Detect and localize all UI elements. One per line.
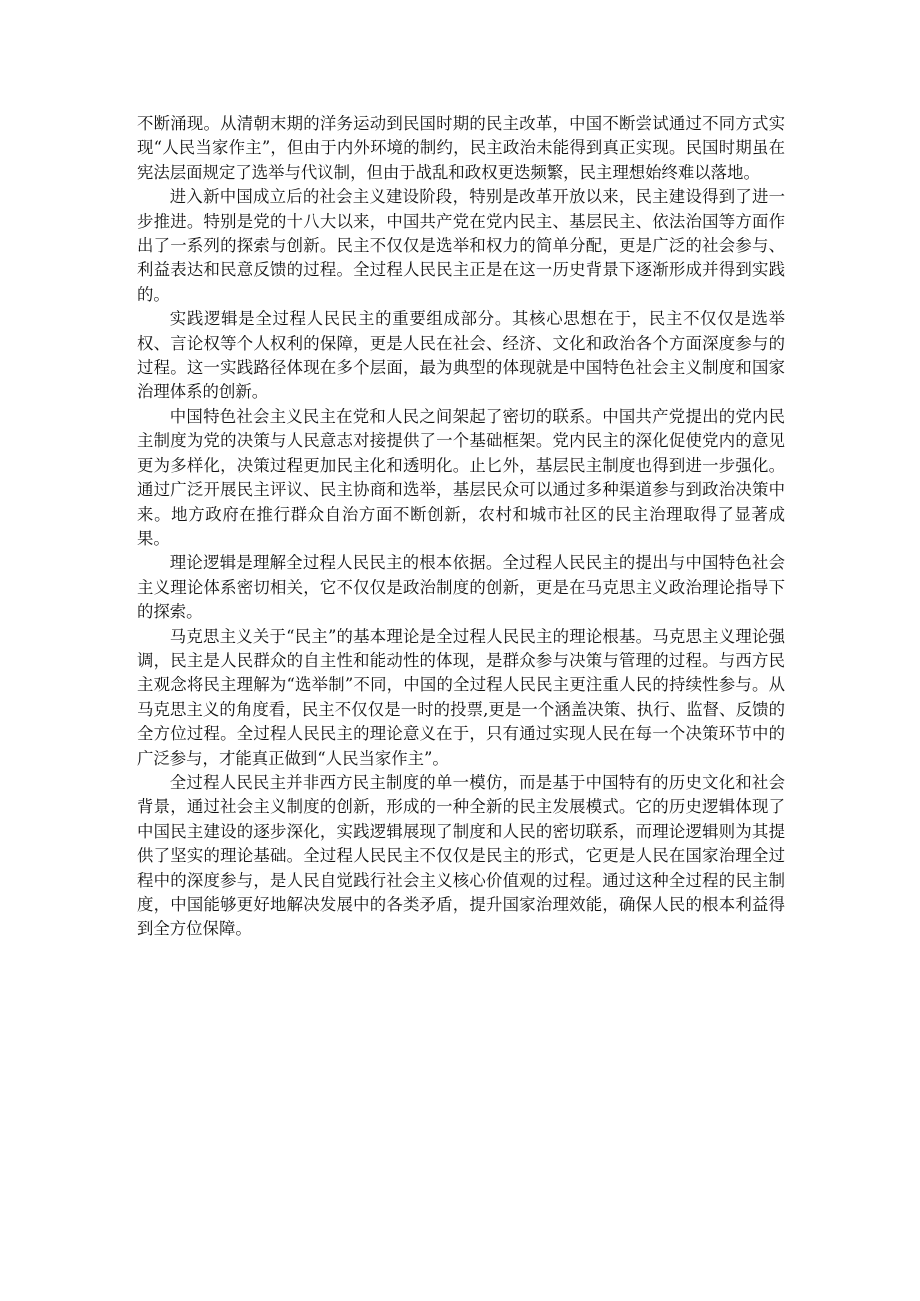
paragraph: 中国特色社会主义民主在党和人民之间架起了密切的联系。中国共产党提出的党内民主制度为党的决策与人民意志对接提供了一个基础框架。党内民主的深化促使党内的意见更为多样化，决策过程更加民主化和透明化。止匕外，基层民主制度也得到进一步强化。通过广泛开展民主评议、民主协商和选举，基层民众可以通过多种渠道参与到政治决策中来。地方政府在推行群众自治方面不断创新，农村和城市社区的民主治理取得了显著成果。	[137, 406, 785, 548]
paragraph: 实践逻辑是全过程人民民主的重要组成部分。其核心思想在于，民主不仅仅是选举权、言论权等个人权利的保障，更是人民在社会、经济、文化和政治各个方面深度参与的过程。这一实践路径体现在多个层面，最为典型的体现就是中国特色社会主义制度和国家治理体系的创新。	[137, 309, 785, 402]
document-body	[137, 112, 785, 942]
paragraph: 全过程人民民主并非西方民主制度的单一模仿，而是基于中国特有的历史文化和社会背景，通过社会主义制度的创新，形成的一种全新的民主发展模式。它的历史逻辑体现了中国民主建设的逐步深化，实践逻辑展现了制度和人民的密切联系，而理论逻辑则为其提供了坚实的理论基础。全过程人民民主不仅仅是民主的形式，它更是人民在国家治理全过程中的深度参与，是人民自觉践行社会主义核心价值观的过程。通过这种全过程的民主制度，中国能够更好地解决发展中的各类矛盾，提升国家治理效能，确保人民的根本利益得到全方位保障。	[137, 772, 785, 939]
paragraph-continuation: 不断涌现。从清朝末期的洋务运动到民国时期的民主改革，中国不断尝试通过不同方式实现“人民当家作主”，但由于内外环境的制约，民主政治未能得到真正实现。民国时期虽在宪法层面规定了选举与代议制，但由于战乱和政权更迭频繁，民主理想始终难以落地。	[137, 114, 785, 182]
paragraph: 进入新中国成立后的社会主义建设阶段，特别是改革开放以来，民主建设得到了进一步推进。特别是党的十八大以来，中国共产党在党内民主、基层民主、依法治国等方面作出了一系列的探索与创新。民主不仅仅是选举和权力的简单分配，更是广泛的社会参与、利益表达和民意反馈的过程。全过程人民民主正是在这一历史背景下逐渐形成并得到实践的。	[137, 187, 785, 304]
paragraph: 理论逻辑是理解全过程人民民主的根本依据。全过程人民民主的提出与中国特色社会主义理论体系密切相关，它不仅仅是政治制度的创新，更是在马克思主义政治理论指导下的探索。	[137, 553, 785, 622]
paragraph: 马克思主义关于“民主”的基本理论是全过程人民民主的理论根基。马克思主义理论强调，民主是人民群众的自主性和能动性的体现，是群众参与决策与管理的过程。与西方民主观念将民主理解为“选举制”不同，中国的全过程人民民主更注重人民的持续性参与。从马克思主义的角度看，民主不仅仅是一时的投票,更是一个涵盖决策、执行、监督、反馈的全方位过程。全过程人民民主的理论意义在于，只有通过实现人民在每一个决策环节中的广泛参与，才能真正做到“人民当家作主”。	[137, 626, 785, 768]
